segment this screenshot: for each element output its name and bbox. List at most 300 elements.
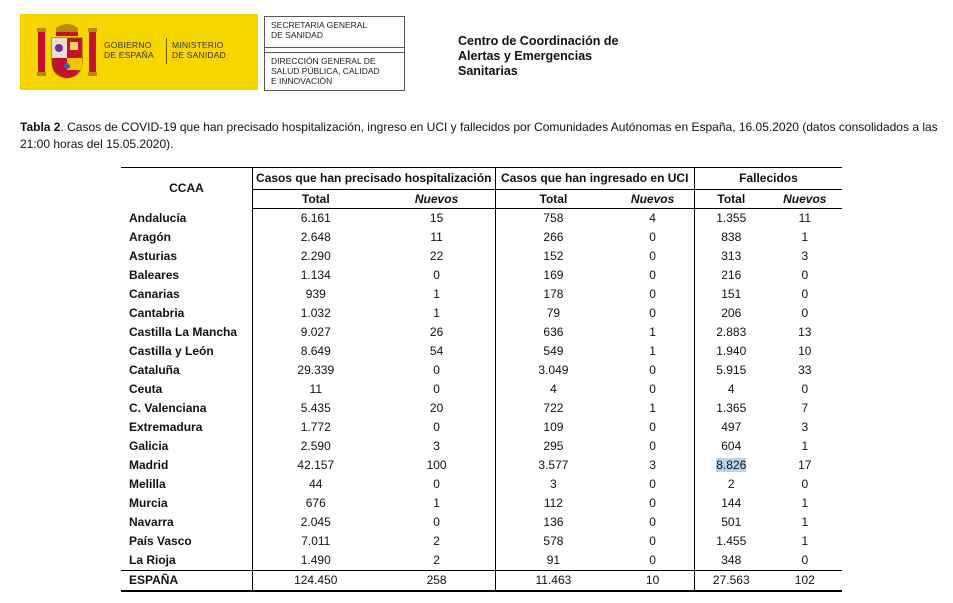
uci-nuevos-value: 0 [649, 515, 656, 529]
hosp-nuevos-value: 15 [429, 211, 444, 225]
coat-of-arms-icon [36, 22, 98, 82]
fallecidos-nuevos [768, 380, 842, 399]
uci-nuevos [611, 285, 694, 304]
uci-nuevos-value: 1 [649, 325, 656, 339]
fallecidos-total-value: 838 [721, 230, 742, 244]
hosp-total [252, 494, 378, 513]
table-row [121, 304, 842, 323]
table-row [121, 228, 842, 247]
fallecidos-total [694, 437, 767, 456]
group-header-uci: Casos que han ingresado en UCI [495, 168, 694, 190]
hosp-total [252, 380, 378, 399]
uci-total [495, 304, 611, 323]
uci-nuevos-value: 0 [649, 230, 656, 244]
ccaa-name [121, 209, 252, 229]
hosp-nuevos [379, 361, 495, 380]
fallecidos-total-value: 5.915 [716, 363, 747, 377]
uci-nuevos-value: 0 [649, 439, 656, 453]
ccaa-name [121, 437, 252, 456]
hosp-nuevos-value: 0 [433, 420, 440, 434]
hosp-nuevos [379, 494, 495, 513]
table-row [121, 456, 842, 475]
uci-nuevos [611, 513, 694, 532]
table-row [121, 551, 842, 571]
fallecidos-nuevos [768, 513, 842, 532]
hosp-total [252, 532, 378, 551]
hosp-total [252, 285, 378, 304]
fallecidos-nuevos-value: 33 [798, 363, 812, 377]
uci-nuevos [611, 342, 694, 361]
uci-nuevos-value: 0 [649, 306, 656, 320]
uci-nuevos [611, 551, 694, 571]
fallecidos-nuevos [768, 228, 842, 247]
uci-nuevos [611, 361, 694, 380]
ccaa-name [121, 285, 252, 304]
total-hosp-nuevos: 258 [379, 571, 495, 592]
fallecidos-nuevos-value: 1 [801, 515, 809, 529]
uci-total [495, 494, 611, 513]
hosp-nuevos [379, 342, 495, 361]
fallecidos-nuevos [768, 532, 842, 551]
hosp-total [252, 209, 378, 229]
fallecidos-total [694, 399, 767, 418]
fallecidos-nuevos-value: 3 [801, 420, 809, 434]
hosp-nuevos-value: 2 [433, 553, 440, 567]
fallecidos-nuevos [768, 266, 842, 285]
hosp-nuevos-value: 2 [433, 534, 440, 548]
table-total-row [121, 571, 842, 592]
fallecidos-total [694, 266, 767, 285]
ccaa-name-value: Melilla [129, 477, 166, 491]
hosp-total [252, 551, 378, 571]
hosp-total [252, 456, 378, 475]
uci-total-value: 152 [543, 249, 564, 263]
fallecidos-total [694, 456, 767, 475]
subheader-total: Total [495, 190, 611, 209]
uci-total-value: 109 [543, 420, 564, 434]
uci-nuevos-value: 0 [649, 534, 656, 548]
hosp-total-value: 29.339 [297, 363, 335, 377]
fallecidos-total [694, 418, 767, 437]
ccaa-name [121, 342, 252, 361]
fallecidos-total-value: 497 [721, 420, 742, 434]
group-header-hospitalizacion: Casos que han precisado hospitalización [252, 168, 495, 190]
hosp-nuevos-value: 22 [429, 249, 444, 263]
uci-nuevos-value: 4 [649, 211, 656, 225]
table-row [121, 399, 842, 418]
fallecidos-nuevos-value: 7 [801, 401, 809, 415]
ccaa-name [121, 418, 252, 437]
uci-total [495, 285, 611, 304]
fallecidos-total-value: 501 [721, 515, 742, 529]
fallecidos-nuevos [768, 323, 842, 342]
uci-total-value: 178 [543, 287, 564, 301]
fallecidos-total [694, 228, 767, 247]
fallecidos-total [694, 361, 767, 380]
uci-total [495, 380, 611, 399]
ccaa-name-value: País Vasco [129, 534, 192, 548]
uci-total [495, 228, 611, 247]
uci-total [495, 323, 611, 342]
uci-nuevos-value: 1 [649, 344, 656, 358]
uci-nuevos [611, 456, 694, 475]
hosp-nuevos [379, 437, 495, 456]
hosp-nuevos [379, 247, 495, 266]
ccaa-name [121, 551, 252, 571]
fallecidos-nuevos-value: 11 [798, 211, 812, 225]
hosp-nuevos [379, 209, 495, 229]
hosp-nuevos-value: 0 [433, 363, 440, 377]
uci-total-value: 3.577 [538, 458, 569, 472]
hosp-nuevos [379, 380, 495, 399]
hosp-total-value: 939 [305, 287, 326, 301]
table-row [121, 285, 842, 304]
uci-total [495, 342, 611, 361]
table-row [121, 513, 842, 532]
fallecidos-total-value: 144 [721, 496, 742, 510]
ccaa-name-value: Murcia [129, 496, 168, 510]
hosp-nuevos [379, 551, 495, 571]
uci-nuevos [611, 228, 694, 247]
subheader-nuevos: Nuevos [611, 190, 694, 209]
fallecidos-total [694, 513, 767, 532]
hosp-total-value: 5.435 [300, 401, 331, 415]
uci-nuevos [611, 266, 694, 285]
secretaria-box [264, 16, 405, 91]
hosp-total [252, 323, 378, 342]
fallecidos-total [694, 342, 767, 361]
total-hosp-total: 124.450 [252, 571, 378, 592]
ccaa-name-value: Galicia [129, 439, 169, 453]
hosp-nuevos [379, 399, 495, 418]
ccaa-name-value: Canarias [129, 287, 180, 301]
hosp-nuevos [379, 285, 495, 304]
fallecidos-total-value: 206 [721, 306, 742, 320]
hosp-nuevos-value: 1 [433, 496, 440, 510]
uci-total [495, 475, 611, 494]
uci-total [495, 361, 611, 380]
ccaa-name [121, 532, 252, 551]
caption-label: Tabla 2 [20, 120, 61, 134]
uci-nuevos [611, 437, 694, 456]
hosp-total-value: 44 [309, 477, 323, 491]
ccaa-name-value: Asturias [129, 249, 178, 263]
table-row [121, 494, 842, 513]
hosp-nuevos-value: 26 [429, 325, 444, 339]
ccaa-name [121, 513, 252, 532]
ccaa-name-value: Castilla La Mancha [129, 325, 238, 339]
uci-nuevos [611, 380, 694, 399]
hosp-total-value: 42.157 [297, 458, 335, 472]
table-row [121, 380, 842, 399]
fallecidos-nuevos [768, 304, 842, 323]
ccaa-name [121, 247, 252, 266]
fallecidos-nuevos-value: 17 [798, 458, 812, 472]
gobierno-de-espana-text: GOBIERNO DE ESPAÑA [104, 40, 154, 60]
uci-total [495, 532, 611, 551]
fallecidos-nuevos-value: 0 [801, 553, 809, 567]
uci-total-value: 578 [543, 534, 564, 548]
hosp-total [252, 266, 378, 285]
fallecidos-total-value: 1.365 [716, 401, 747, 415]
table-row [121, 418, 842, 437]
uci-total [495, 399, 611, 418]
ccaa-name-value: Cataluña [129, 363, 180, 377]
fallecidos-nuevos [768, 456, 842, 475]
table-row [121, 247, 842, 266]
hosp-nuevos [379, 456, 495, 475]
ccaa-name-value: Andalucía [129, 210, 187, 225]
centro-coordinacion-title: Centro de Coordinación de Alertas y Emergencias Sanitarias [458, 34, 619, 78]
total-label: ESPAÑA [121, 571, 252, 592]
group-header-fallecidos: Fallecidos [694, 168, 842, 190]
uci-nuevos [611, 247, 694, 266]
fallecidos-nuevos-value: 1 [801, 534, 809, 548]
hosp-nuevos-value: 0 [433, 268, 440, 282]
hosp-total-value: 9.027 [300, 325, 331, 339]
fallecidos-nuevos-value: 3 [801, 249, 809, 263]
hosp-nuevos-value: 1 [433, 287, 440, 301]
uci-nuevos-value: 0 [649, 363, 656, 377]
fallecidos-total [694, 551, 767, 571]
table-row [121, 266, 842, 285]
fallecidos-total-value: 4 [727, 382, 735, 396]
uci-nuevos-value: 0 [649, 420, 656, 434]
hosp-total-value: 1.134 [300, 268, 331, 282]
hosp-nuevos-value: 11 [430, 230, 443, 244]
covid-ccaa-table [121, 167, 842, 592]
hosp-total [252, 513, 378, 532]
fallecidos-total [694, 494, 767, 513]
ccaa-name [121, 475, 252, 494]
uci-total-value: 112 [543, 496, 563, 510]
hosp-nuevos-value: 0 [433, 382, 440, 396]
fallecidos-nuevos-value: 1 [801, 230, 809, 244]
fallecidos-total-value: 604 [721, 439, 742, 453]
hosp-total-value: 6.161 [300, 211, 331, 225]
fallecidos-total-value: 151 [721, 287, 742, 301]
uci-total-value: 3.049 [538, 363, 569, 377]
uci-nuevos [611, 209, 694, 229]
uci-total-value: 136 [543, 515, 564, 529]
table-row [121, 475, 842, 494]
total-uci-total: 11.463 [495, 571, 611, 592]
hosp-total [252, 418, 378, 437]
hosp-nuevos-value: 0 [433, 477, 440, 491]
hosp-total [252, 437, 378, 456]
total-fallecidos-total: 27.563 [694, 571, 767, 592]
secretaria-general-label: SECRETARIA GENERAL DE SANIDAD [265, 17, 404, 48]
hosp-nuevos [379, 418, 495, 437]
uci-nuevos-value: 3 [649, 458, 656, 472]
uci-total [495, 437, 611, 456]
uci-total-value: 91 [546, 553, 561, 567]
fallecidos-nuevos [768, 475, 842, 494]
hosp-total-value: 676 [305, 496, 326, 510]
fallecidos-nuevos [768, 418, 842, 437]
uci-total [495, 209, 611, 229]
hosp-nuevos [379, 266, 495, 285]
fallecidos-nuevos [768, 209, 842, 229]
ministerio-de-sanidad-text: MINISTERIO DE SANIDAD [172, 40, 226, 60]
ccaa-name [121, 399, 252, 418]
uci-total-value: 169 [543, 268, 564, 282]
uci-total [495, 456, 611, 475]
fallecidos-total [694, 323, 767, 342]
fallecidos-nuevos [768, 494, 842, 513]
hosp-total-value: 8.649 [300, 344, 331, 358]
fallecidos-total-value: 216 [721, 268, 742, 282]
hosp-nuevos-value: 100 [426, 458, 447, 472]
hosp-total [252, 247, 378, 266]
ccaa-name-value: C. Valenciana [129, 401, 207, 415]
fallecidos-nuevos-value: 13 [798, 325, 812, 339]
ccaa-name [121, 361, 252, 380]
fallecidos-nuevos-value: 1 [801, 496, 809, 510]
uci-total [495, 266, 611, 285]
ccaa-name-value: Ceuta [129, 382, 163, 396]
hosp-nuevos-value: 54 [429, 344, 444, 358]
hosp-total-value: 7.011 [301, 534, 331, 548]
fallecidos-nuevos [768, 285, 842, 304]
hosp-total [252, 361, 378, 380]
direccion-general-label: DIRECCIÓN GENERAL DE SALUD PÚBLICA, CALIDAD E INNOVACIÓN [265, 52, 404, 90]
hosp-nuevos [379, 323, 495, 342]
uci-total [495, 551, 611, 571]
fallecidos-total [694, 380, 767, 399]
hosp-total-value: 2.590 [300, 439, 331, 453]
ccaa-header: CCAA [169, 180, 204, 195]
fallecidos-nuevos-value: 10 [798, 344, 812, 358]
total-fallecidos-nuevos: 102 [768, 571, 842, 592]
ccaa-name-value: Cantabria [129, 306, 185, 320]
hosp-nuevos [379, 475, 495, 494]
hosp-nuevos-value: 3 [433, 439, 440, 453]
fallecidos-total [694, 209, 767, 229]
fallecidos-nuevos [768, 551, 842, 571]
table-row [121, 342, 842, 361]
fallecidos-nuevos-value: 0 [801, 306, 809, 320]
uci-nuevos-value: 0 [649, 249, 656, 263]
fallecidos-nuevos-value: 1 [801, 439, 809, 453]
fallecidos-nuevos-value: 0 [801, 268, 809, 282]
uci-nuevos [611, 399, 694, 418]
ccaa-name [121, 228, 252, 247]
uci-total [495, 247, 611, 266]
table-row [121, 361, 842, 380]
ccaa-name-value: Castilla y León [129, 344, 214, 358]
uci-total-value: 4 [550, 382, 557, 396]
uci-total-value: 295 [543, 439, 564, 453]
uci-nuevos-value: 0 [649, 496, 656, 510]
subheader-nuevos: Nuevos [379, 190, 495, 209]
uci-total-value: 266 [543, 230, 564, 244]
uci-nuevos-value: 1 [649, 401, 656, 415]
fallecidos-total [694, 475, 767, 494]
hosp-nuevos-value: 1 [433, 306, 440, 320]
uci-total-value: 79 [546, 306, 561, 320]
fallecidos-nuevos [768, 437, 842, 456]
fallecidos-total-value: 313 [721, 249, 742, 263]
fallecidos-total-value: 8.826 [716, 458, 747, 472]
hosp-total [252, 399, 378, 418]
ccaa-name [121, 494, 252, 513]
hosp-total-value: 1.032 [300, 306, 331, 320]
ccaa-name [121, 304, 252, 323]
ccaa-name-value: Extremadura [129, 420, 203, 434]
ccaa-name-value: La Rioja [129, 553, 176, 567]
table-row [121, 437, 842, 456]
hosp-total-value: 2.290 [300, 249, 331, 263]
fallecidos-nuevos-value: 0 [801, 287, 809, 301]
fallecidos-nuevos [768, 342, 842, 361]
subheader-total: Total [694, 190, 767, 209]
hosp-nuevos [379, 532, 495, 551]
hosp-total [252, 304, 378, 323]
fallecidos-total-value: 1.455 [716, 534, 747, 548]
hosp-total-value: 2.648 [300, 230, 331, 244]
hosp-total [252, 342, 378, 361]
uci-total-value: 3 [550, 477, 557, 491]
fallecidos-total-value: 2 [727, 477, 735, 491]
uci-total-value: 758 [543, 211, 564, 225]
ccaa-name [121, 323, 252, 342]
fallecidos-nuevos-value: 0 [801, 477, 809, 491]
table-caption [20, 119, 940, 153]
uci-nuevos [611, 418, 694, 437]
hosp-nuevos [379, 304, 495, 323]
fallecidos-total [694, 247, 767, 266]
uci-nuevos-value: 0 [649, 477, 656, 491]
fallecidos-total [694, 285, 767, 304]
logo-divider [166, 38, 167, 64]
hosp-nuevos-value: 20 [429, 401, 444, 415]
hosp-nuevos [379, 228, 495, 247]
table-row [121, 323, 842, 342]
uci-total [495, 513, 611, 532]
uci-total-value: 722 [543, 401, 564, 415]
subheader-total: Total [252, 190, 378, 209]
fallecidos-total-value: 2.883 [716, 325, 747, 339]
uci-nuevos [611, 532, 694, 551]
fallecidos-nuevos [768, 247, 842, 266]
hosp-total-value: 2.045 [300, 515, 331, 529]
fallecidos-total [694, 532, 767, 551]
hosp-total-value: 1.490 [300, 553, 331, 567]
hosp-nuevos [379, 513, 495, 532]
uci-nuevos-value: 0 [649, 287, 656, 301]
gobierno-logo-block [20, 14, 258, 90]
uci-nuevos [611, 475, 694, 494]
fallecidos-nuevos [768, 361, 842, 380]
fallecidos-total [694, 304, 767, 323]
uci-total-value: 549 [543, 344, 564, 358]
total-uci-nuevos: 10 [611, 571, 694, 592]
hosp-nuevos-value: 0 [433, 515, 440, 529]
uci-nuevos-value: 0 [649, 382, 656, 396]
fallecidos-nuevos-value: 0 [801, 382, 809, 396]
fallecidos-total-value: 1.940 [716, 344, 747, 358]
hosp-total-value: 11 [309, 382, 322, 396]
fallecidos-total-value: 348 [721, 553, 742, 567]
uci-nuevos-value: 0 [649, 268, 656, 282]
uci-nuevos [611, 494, 694, 513]
uci-nuevos-value: 0 [649, 553, 656, 567]
table-row [121, 532, 842, 551]
fallecidos-nuevos [768, 399, 842, 418]
ccaa-name-value: Baleares [129, 268, 180, 282]
hosp-total [252, 228, 378, 247]
